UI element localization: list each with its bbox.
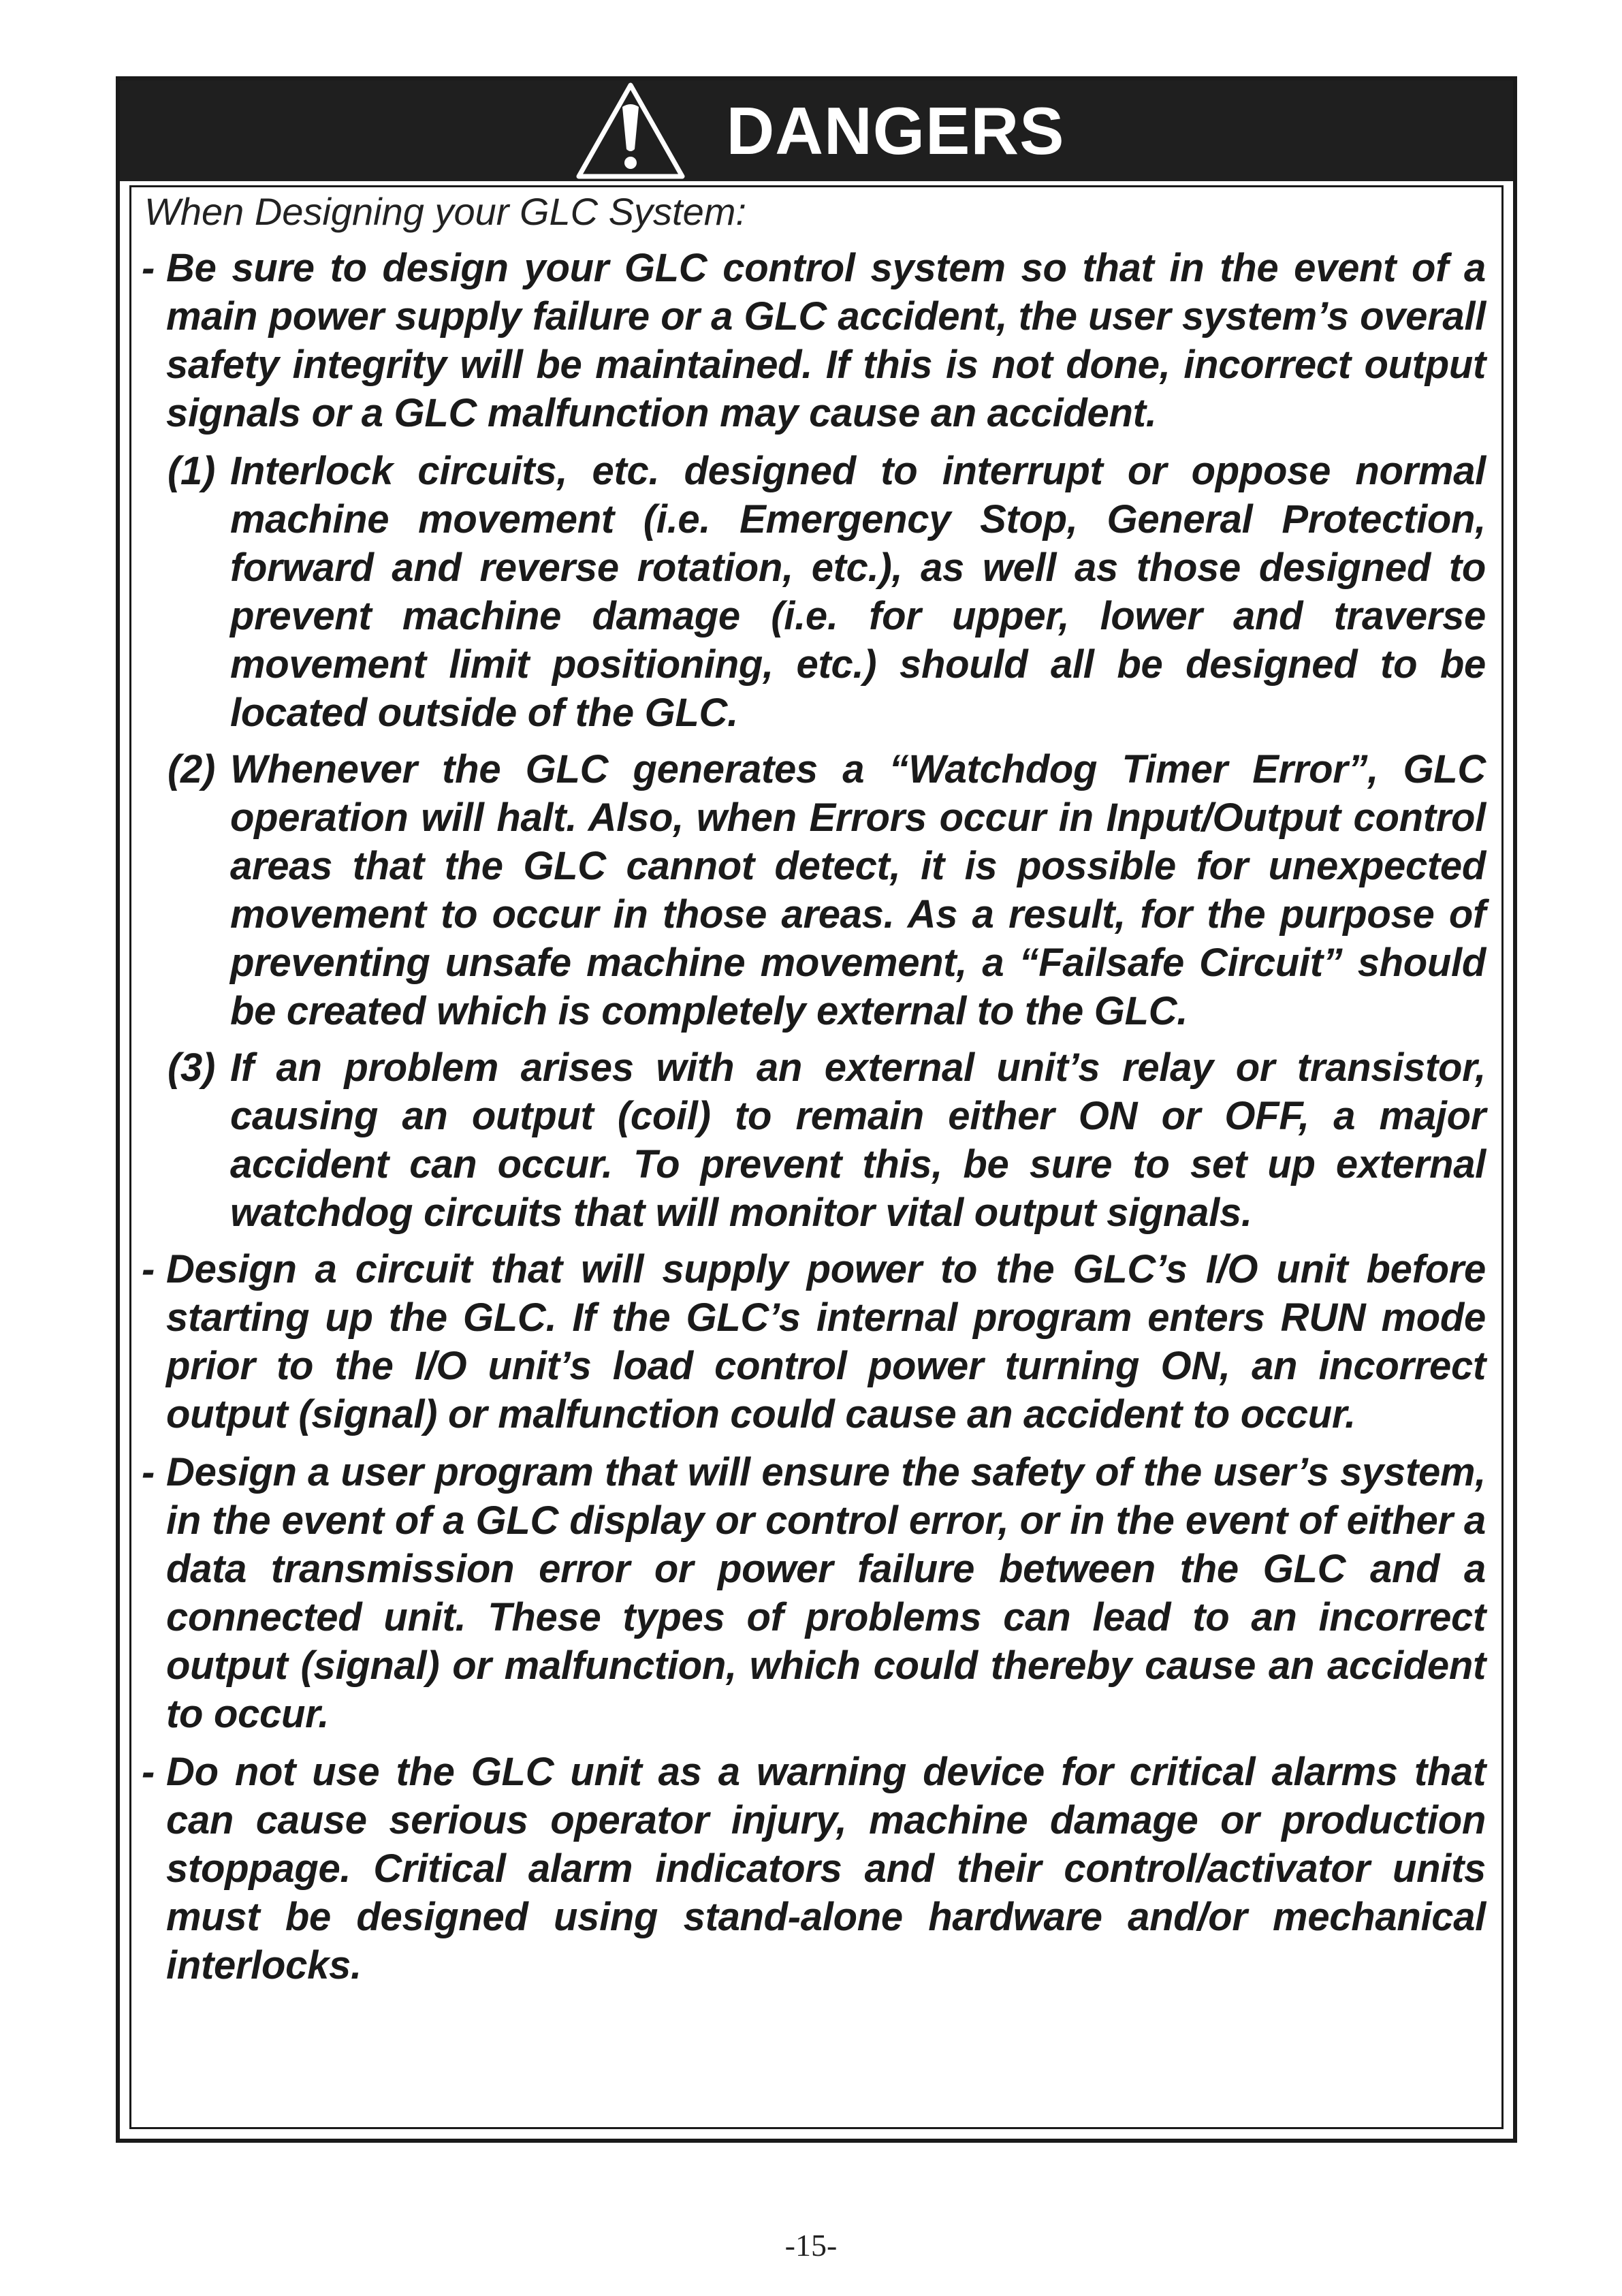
dangers-header xyxy=(120,80,1513,181)
bullet-dash: - xyxy=(142,1450,155,1494)
danger-subitem-3 xyxy=(139,1043,1486,1237)
subitem-number: (2) xyxy=(168,747,215,791)
page-number: -15- xyxy=(784,2228,838,2263)
danger-paragraph-3 xyxy=(139,1448,1486,1738)
danger-paragraph-4 xyxy=(139,1748,1486,1990)
subitem-text: If an problem arises with an external unit’s relay or transistor, causing an output (coil) to remain either ON or OFF, a major accident can occur. To prevent this, be sure to set up external watchdog circuits that will monitor vital output signals. xyxy=(230,1045,1486,1235)
bullet-dash: - xyxy=(142,246,155,290)
danger-paragraph-2 xyxy=(139,1245,1486,1438)
paragraph-text: Be sure to design your GLC control system so that in the event of a main power supply failure or a GLC accident, the user system’s overall safety integrity will be maintained. If this is not done, incorrect output signals or a GLC malfunction may cause an accident. xyxy=(166,246,1486,435)
danger-subitem-2 xyxy=(139,745,1486,1035)
danger-paragraph-1 xyxy=(139,244,1486,437)
warning-triangle-icon xyxy=(573,80,688,182)
dangers-title: DANGERS xyxy=(726,93,1065,168)
bullet-dash: - xyxy=(142,1247,155,1291)
subitem-text: Whenever the GLC generates a “Watchdog Timer Error”, GLC operation will halt. Also, when Errors occur in Input/Output control areas that the GLC cannot detect, it is possible for unexpected movement to occur in those areas. As a result, for the purpose of preventing unsafe machine movement, a “Failsafe Circuit” should be created which is completely external to the GLC. xyxy=(230,747,1486,1033)
dangers-content xyxy=(139,189,1486,1999)
subitem-number: (1) xyxy=(168,449,215,493)
subitem-text: Interlock circuits, etc. designed to interrupt or oppose normal machine movement (i.e. Emergency Stop, General Protection, forward and reverse rotation, etc.), as well as those designed to prevent machine damage (i.e. for upper, lower and traverse movement limit positioning, etc.) should all be designed to be located outside of the GLC. xyxy=(230,449,1486,735)
paragraph-text: Do not use the GLC unit as a warning device for critical alarms that can cause serious operator injury, machine damage or production stoppage. Critical alarm indicators and their control/activator units must be designed using stand-alone hardware and/or mechanical interlocks. xyxy=(166,1750,1486,1987)
paragraph-text: Design a circuit that will supply power to the GLC’s I/O unit before starting up the GLC. If the GLC’s internal program enters RUN mode prior to the I/O unit’s load control power turning ON, an incorrect output (signal) or malfunction could cause an accident to occur. xyxy=(166,1247,1486,1436)
paragraph-text: Design a user program that will ensure the safety of the user’s system, in the event of a GLC display or control error, or in the event of either a data transmission error or power failure between the GLC and a connected unit. These types of problems can lead to an incorrect output (signal) or malfunction, which could thereby cause an accident to occur. xyxy=(166,1450,1486,1736)
bullet-dash: - xyxy=(142,1750,155,1794)
subitem-number: (3) xyxy=(168,1045,215,1090)
intro-text: When Designing your GLC System: xyxy=(144,190,746,233)
dangers-panel xyxy=(116,76,1517,2143)
danger-subitem-1 xyxy=(139,447,1486,737)
